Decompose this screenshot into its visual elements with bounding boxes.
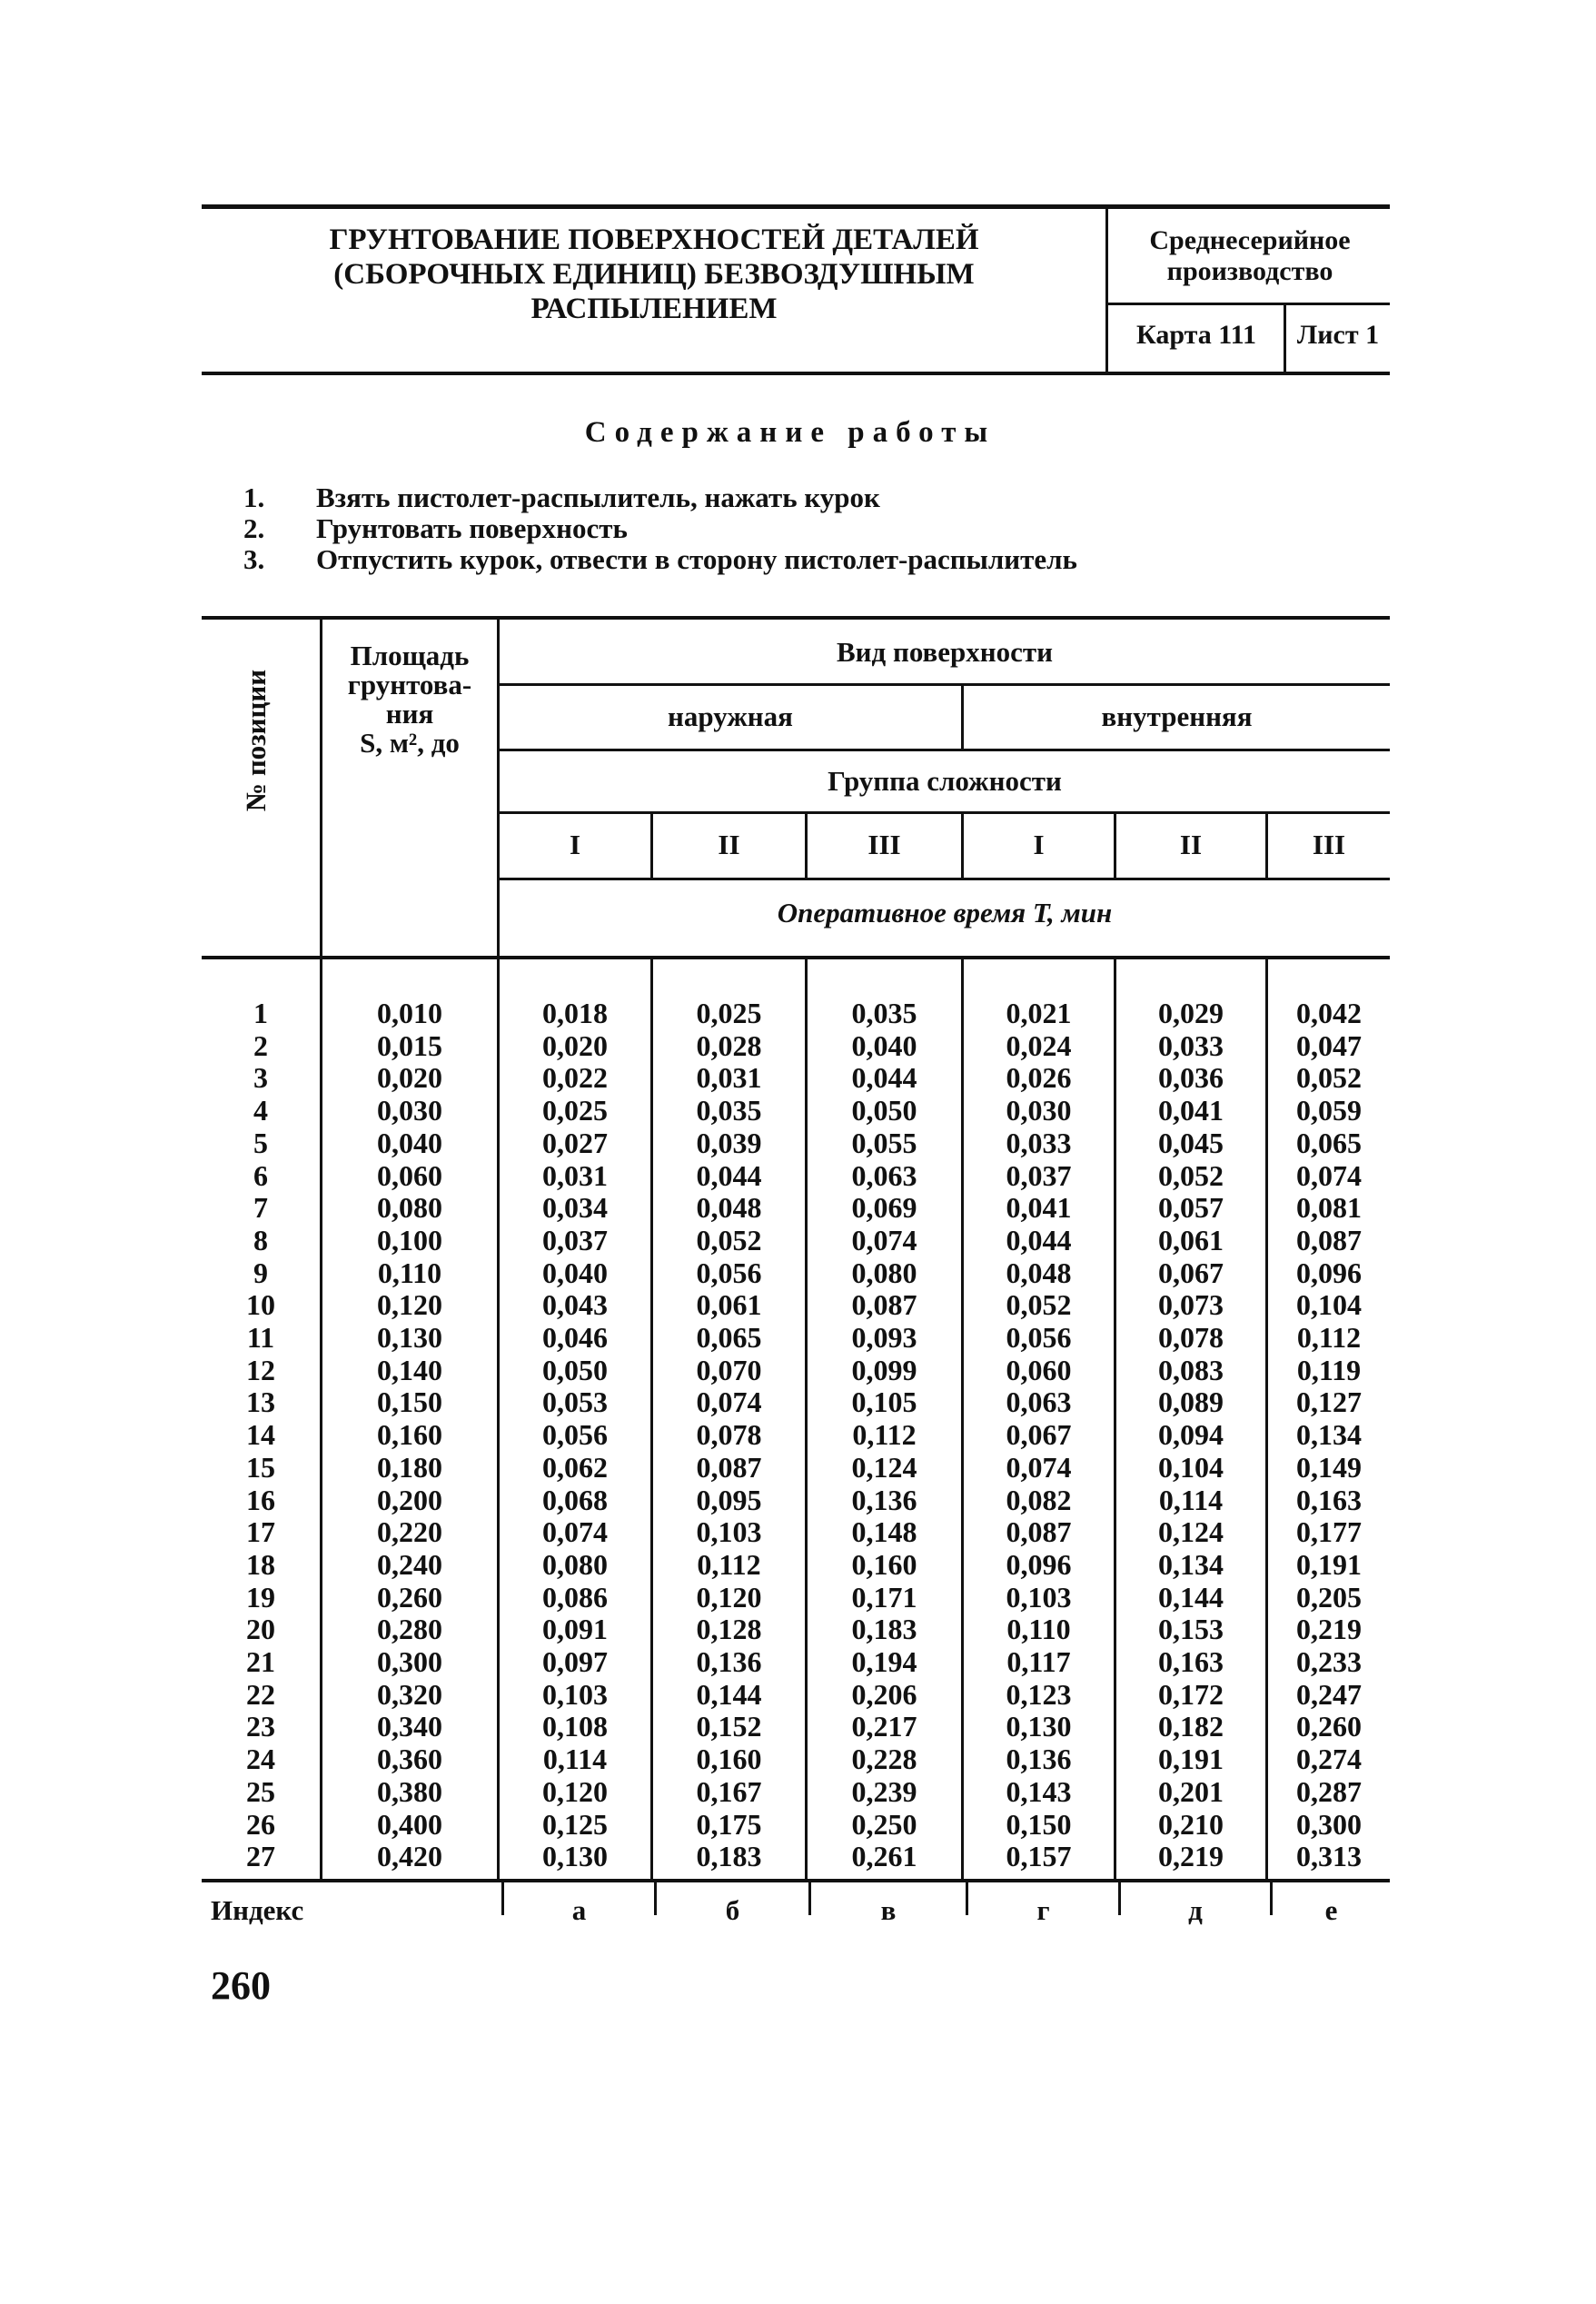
operative-time-header: Оперативное время T, мин	[777, 897, 1113, 929]
time-cell: 0,074	[851, 1223, 917, 1256]
position-cell: 4	[253, 1094, 268, 1127]
time-cell: 0,103	[542, 1677, 608, 1711]
time-cell: 0,175	[696, 1807, 762, 1841]
time-cell: 0,217	[851, 1710, 917, 1743]
time-cell: 0,128	[696, 1613, 762, 1646]
time-cell: 0,060	[1006, 1353, 1072, 1386]
time-cell: 0,194	[851, 1645, 917, 1679]
time-column-outer-1	[500, 998, 650, 1873]
time-cell: 0,247	[1296, 1677, 1362, 1711]
area-cell: 0,160	[377, 1418, 442, 1452]
time-cell: 0,041	[1006, 1191, 1072, 1225]
time-cell: 0,150	[1006, 1807, 1072, 1841]
time-cell: 0,062	[542, 1450, 608, 1484]
time-cell: 0,028	[696, 1028, 762, 1062]
area-cell: 0,260	[377, 1580, 442, 1614]
time-cell: 0,183	[851, 1613, 917, 1646]
time-cell: 0,074	[1296, 1158, 1362, 1192]
time-cell: 0,087	[1296, 1223, 1362, 1256]
position-cell: 23	[246, 1710, 275, 1743]
position-cell: 5	[253, 1126, 268, 1159]
time-cell: 0,136	[1006, 1743, 1072, 1776]
time-cell: 0,172	[1158, 1677, 1224, 1711]
time-cell: 0,261	[851, 1840, 917, 1873]
time-cell: 0,260	[1296, 1710, 1362, 1743]
time-cell: 0,027	[542, 1126, 608, 1159]
time-cell: 0,105	[851, 1385, 917, 1419]
time-cell: 0,191	[1296, 1547, 1362, 1581]
time-cell: 0,104	[1296, 1288, 1362, 1322]
time-cell: 0,274	[1296, 1743, 1362, 1776]
time-cell: 0,104	[1158, 1450, 1224, 1484]
area-cell: 0,340	[377, 1710, 442, 1743]
position-cell: 15	[246, 1450, 275, 1484]
rule-under-outer-inner	[500, 749, 1390, 751]
area-cell: 0,040	[377, 1126, 442, 1159]
position-cell: 2	[253, 1028, 268, 1062]
time-cell: 0,020	[542, 1028, 608, 1062]
time-cell: 0,219	[1158, 1840, 1224, 1873]
area-cell: 0,015	[377, 1028, 442, 1062]
time-cell: 0,087	[1006, 1515, 1072, 1549]
time-cell: 0,112	[1296, 1321, 1362, 1355]
position-cell: 11	[246, 1321, 275, 1355]
rule-under-groups	[500, 878, 1390, 880]
time-cell: 0,144	[1158, 1580, 1224, 1614]
production-type-line2: производство	[1166, 256, 1333, 286]
area-cell: 0,220	[377, 1515, 442, 1549]
time-cell: 0,148	[851, 1515, 917, 1549]
area-cell: 0,140	[377, 1353, 442, 1386]
time-cell: 0,110	[1006, 1613, 1071, 1646]
time-cell: 0,112	[697, 1547, 761, 1581]
time-cell: 0,130	[542, 1840, 608, 1873]
inner-surface-header: внутренняя	[1101, 700, 1253, 732]
position-cell: 9	[253, 1256, 268, 1289]
time-cell: 0,228	[851, 1743, 917, 1776]
time-cell: 0,117	[1006, 1645, 1071, 1679]
document-title-line2: (СБОРОЧНЫХ ЕДИНИЦ) БЕЗВОЗДУШНЫМ РАСПЫЛЕНИЕМ	[333, 258, 975, 325]
time-cell: 0,078	[696, 1418, 762, 1452]
time-cell: 0,033	[1158, 1028, 1224, 1062]
time-cell: 0,033	[1006, 1126, 1072, 1159]
time-cell: 0,035	[851, 997, 917, 1029]
area-column	[322, 998, 497, 1873]
time-cell: 0,026	[1006, 1061, 1072, 1095]
position-cell: 27	[246, 1840, 275, 1873]
time-cell: 0,065	[696, 1321, 762, 1355]
time-cell: 0,050	[542, 1353, 608, 1386]
area-header-line4: S, м², до	[360, 727, 460, 759]
time-cell: 0,123	[1006, 1677, 1072, 1711]
time-cell: 0,097	[542, 1645, 608, 1679]
time-cell: 0,025	[542, 1094, 608, 1127]
time-cell: 0,160	[851, 1547, 917, 1581]
area-header-line1: Площадь	[350, 640, 470, 671]
time-cell: 0,063	[851, 1158, 917, 1192]
header-divider-horizontal	[1107, 303, 1390, 305]
time-cell: 0,050	[851, 1094, 917, 1127]
time-cell: 0,052	[1296, 1061, 1362, 1095]
time-cell: 0,096	[1006, 1547, 1072, 1581]
group-inner-1: I	[1033, 829, 1045, 860]
time-cell: 0,087	[696, 1450, 762, 1484]
time-cell: 0,177	[1296, 1515, 1362, 1549]
position-cell: 19	[246, 1580, 275, 1614]
step-3-number: 3.	[243, 543, 265, 575]
time-cell: 0,078	[1158, 1321, 1224, 1355]
time-cell: 0,287	[1296, 1774, 1362, 1808]
time-column-inner-2	[1116, 998, 1265, 1873]
time-cell: 0,048	[696, 1191, 762, 1225]
area-cell: 0,200	[377, 1483, 442, 1516]
time-cell: 0,219	[1296, 1613, 1362, 1646]
position-column	[202, 998, 320, 1873]
step-2-text: Грунтовать поверхность	[316, 512, 628, 544]
time-column-outer-2	[653, 998, 805, 1873]
position-cell: 12	[246, 1353, 275, 1386]
time-cell: 0,031	[542, 1158, 608, 1192]
index-e: е	[1324, 1894, 1338, 1926]
time-cell: 0,099	[851, 1353, 917, 1386]
time-cell: 0,030	[1006, 1094, 1072, 1127]
position-cell: 21	[246, 1645, 275, 1679]
step-1-number: 1.	[243, 482, 265, 513]
time-cell: 0,233	[1296, 1645, 1362, 1679]
time-cell: 0,036	[1158, 1061, 1224, 1095]
area-cell: 0,180	[377, 1450, 442, 1484]
index-v: в	[880, 1894, 897, 1926]
time-cell: 0,089	[1158, 1385, 1224, 1419]
time-cell: 0,041	[1158, 1094, 1224, 1127]
time-cell: 0,096	[1296, 1256, 1362, 1289]
position-cell: 22	[246, 1677, 275, 1711]
time-cell: 0,167	[696, 1774, 762, 1808]
time-cell: 0,069	[851, 1191, 917, 1225]
table-body-bottom-rule	[202, 1879, 1390, 1882]
time-column-inner-1	[964, 998, 1114, 1873]
group-outer-3: III	[867, 829, 901, 860]
time-cell: 0,143	[1006, 1774, 1072, 1808]
time-cell: 0,067	[1006, 1418, 1072, 1452]
time-cell: 0,037	[1006, 1158, 1072, 1192]
time-cell: 0,053	[542, 1385, 608, 1419]
time-cell: 0,044	[696, 1158, 762, 1192]
time-cell: 0,087	[851, 1288, 917, 1322]
time-cell: 0,031	[696, 1061, 762, 1095]
time-cell: 0,313	[1296, 1840, 1362, 1873]
time-cell: 0,239	[851, 1774, 917, 1808]
time-cell: 0,201	[1158, 1774, 1224, 1808]
time-cell: 0,052	[1158, 1158, 1224, 1192]
time-cell: 0,065	[1296, 1126, 1362, 1159]
time-cell: 0,068	[542, 1483, 608, 1516]
time-cell: 0,086	[542, 1580, 608, 1614]
time-cell: 0,042	[1296, 997, 1362, 1029]
time-cell: 0,120	[542, 1774, 608, 1808]
time-cell: 0,157	[1006, 1840, 1072, 1873]
area-cell: 0,360	[377, 1743, 442, 1776]
index-b: б	[725, 1894, 740, 1926]
time-cell: 0,182	[1158, 1710, 1224, 1743]
time-cell: 0,125	[542, 1807, 608, 1841]
time-cell: 0,120	[696, 1580, 762, 1614]
time-cell: 0,029	[1158, 997, 1224, 1029]
position-cell: 10	[246, 1288, 275, 1322]
index-a: а	[571, 1894, 587, 1926]
position-cell: 6	[253, 1158, 268, 1192]
time-cell: 0,144	[696, 1677, 762, 1711]
time-cell: 0,046	[542, 1321, 608, 1355]
time-cell: 0,044	[851, 1061, 917, 1095]
sheet-number: Лист 1	[1296, 320, 1380, 350]
time-cell: 0,112	[852, 1418, 917, 1452]
document-title-line1: ГРУНТОВАНИЕ ПОВЕРХНОСТЕЙ ДЕТАЛЕЙ	[329, 223, 979, 256]
time-cell: 0,171	[851, 1580, 917, 1614]
time-cell: 0,052	[1006, 1288, 1072, 1322]
time-cell: 0,091	[542, 1613, 608, 1646]
time-cell: 0,160	[696, 1743, 762, 1776]
outer-surface-header: наружная	[668, 700, 793, 732]
time-column-outer-3	[808, 998, 961, 1873]
time-cell: 0,056	[1006, 1321, 1072, 1355]
time-cell: 0,103	[696, 1515, 762, 1549]
area-cell: 0,110	[377, 1256, 442, 1289]
time-cell: 0,094	[1158, 1418, 1224, 1452]
area-cell: 0,120	[377, 1288, 442, 1322]
area-cell: 0,100	[377, 1223, 442, 1256]
header-divider	[1105, 207, 1108, 373]
time-cell: 0,024	[1006, 1028, 1072, 1062]
time-cell: 0,300	[1296, 1807, 1362, 1841]
time-cell: 0,047	[1296, 1028, 1362, 1062]
time-cell: 0,040	[851, 1028, 917, 1062]
position-number-header: № позиции	[240, 669, 272, 812]
area-header	[322, 641, 497, 758]
position-cell: 1	[253, 997, 268, 1029]
area-cell: 0,150	[377, 1385, 442, 1419]
header-bottom-rule	[202, 372, 1390, 375]
time-cell: 0,045	[1158, 1126, 1224, 1159]
area-cell: 0,240	[377, 1547, 442, 1581]
document-title	[209, 223, 1099, 326]
time-cell: 0,130	[1006, 1710, 1072, 1743]
group-outer-2: II	[718, 829, 740, 860]
surface-type-header: Вид поверхности	[836, 636, 1053, 668]
time-cell: 0,114	[1158, 1483, 1224, 1516]
time-cell: 0,061	[696, 1288, 762, 1322]
area-header-line3: ния	[385, 698, 434, 730]
area-cell: 0,010	[377, 997, 442, 1029]
time-cell: 0,057	[1158, 1191, 1224, 1225]
time-cell: 0,070	[696, 1353, 762, 1386]
time-cell: 0,127	[1296, 1385, 1362, 1419]
position-cell: 25	[246, 1774, 275, 1808]
position-cell: 24	[246, 1743, 275, 1776]
time-cell: 0,039	[696, 1126, 762, 1159]
time-cell: 0,048	[1006, 1256, 1072, 1289]
time-cell: 0,080	[851, 1256, 917, 1289]
time-cell: 0,191	[1158, 1743, 1224, 1776]
time-cell: 0,080	[542, 1547, 608, 1581]
time-cell: 0,205	[1296, 1580, 1362, 1614]
time-cell: 0,095	[696, 1483, 762, 1516]
time-cell: 0,061	[1158, 1223, 1224, 1256]
time-cell: 0,183	[696, 1840, 762, 1873]
time-cell: 0,152	[696, 1710, 762, 1743]
time-cell: 0,163	[1158, 1645, 1224, 1679]
time-cell: 0,082	[1006, 1483, 1072, 1516]
area-cell: 0,300	[377, 1645, 442, 1679]
group-outer-1: I	[569, 829, 581, 860]
time-cell: 0,044	[1006, 1223, 1072, 1256]
time-cell: 0,108	[542, 1710, 608, 1743]
time-cell: 0,134	[1296, 1418, 1362, 1452]
area-cell: 0,060	[377, 1158, 442, 1192]
time-cell: 0,037	[542, 1223, 608, 1256]
time-cell: 0,067	[1158, 1256, 1224, 1289]
area-cell: 0,400	[377, 1807, 442, 1841]
index-d: д	[1188, 1894, 1203, 1926]
area-cell: 0,380	[377, 1774, 442, 1808]
time-cell: 0,035	[696, 1094, 762, 1127]
time-cell: 0,056	[696, 1256, 762, 1289]
time-cell: 0,073	[1158, 1288, 1224, 1322]
time-cell: 0,055	[851, 1126, 917, 1159]
time-cell: 0,210	[1158, 1807, 1224, 1841]
area-cell: 0,030	[377, 1094, 442, 1127]
time-cell: 0,018	[542, 997, 608, 1029]
position-cell: 18	[246, 1547, 275, 1581]
area-cell: 0,320	[377, 1677, 442, 1711]
area-cell: 0,280	[377, 1613, 442, 1646]
time-cell: 0,103	[1006, 1580, 1072, 1614]
step-1-text: Взять пистолет-распылитель, нажать курок	[316, 482, 880, 513]
card-number: Карта 111	[1136, 320, 1256, 350]
time-cell: 0,059	[1296, 1094, 1362, 1127]
position-cell: 20	[246, 1613, 275, 1646]
page-number: 260	[211, 1963, 271, 2008]
time-cell: 0,206	[851, 1677, 917, 1711]
time-cell: 0,114	[542, 1743, 608, 1776]
complexity-group-header: Группа сложности	[828, 765, 1062, 797]
time-cell: 0,074	[1006, 1450, 1072, 1484]
position-cell: 16	[246, 1483, 275, 1516]
step-3-text: Отпустить курок, отвести в сторону пистолет-распылитель	[316, 543, 1077, 575]
position-cell: 7	[253, 1191, 268, 1225]
position-cell: 26	[246, 1807, 275, 1841]
time-column-inner-3	[1268, 998, 1390, 1873]
table-top-rule	[202, 616, 1390, 620]
time-cell: 0,074	[542, 1515, 608, 1549]
time-cell: 0,119	[1296, 1353, 1362, 1386]
time-cell: 0,250	[851, 1807, 917, 1841]
work-content-title: Содержание работы	[584, 416, 996, 449]
production-type-line1: Среднесерийное	[1149, 225, 1351, 255]
time-cell: 0,093	[851, 1321, 917, 1355]
header-top-rule	[202, 204, 1390, 209]
position-cell: 17	[246, 1515, 275, 1549]
rule-under-complexity	[500, 811, 1390, 814]
production-type	[1110, 225, 1390, 287]
time-cell: 0,124	[851, 1450, 917, 1484]
area-cell: 0,020	[377, 1061, 442, 1095]
area-cell: 0,130	[377, 1321, 442, 1355]
position-cell: 3	[253, 1061, 268, 1095]
time-cell: 0,083	[1158, 1353, 1224, 1386]
time-cell: 0,056	[542, 1418, 608, 1452]
time-cell: 0,034	[542, 1191, 608, 1225]
time-cell: 0,136	[696, 1645, 762, 1679]
time-cell: 0,022	[542, 1061, 608, 1095]
time-cell: 0,063	[1006, 1385, 1072, 1419]
time-cell: 0,136	[851, 1483, 917, 1516]
time-cell: 0,043	[542, 1288, 608, 1322]
time-cell: 0,025	[696, 997, 762, 1029]
index-g: г	[1036, 1894, 1050, 1926]
time-cell: 0,163	[1296, 1483, 1362, 1516]
index-label: Индекс	[211, 1894, 304, 1926]
position-cell: 13	[246, 1385, 275, 1419]
table-header-bottom-rule	[202, 956, 1390, 959]
position-cell: 14	[246, 1418, 275, 1452]
time-cell: 0,124	[1158, 1515, 1224, 1549]
time-cell: 0,040	[542, 1256, 608, 1289]
step-2-number: 2.	[243, 512, 265, 544]
time-cell: 0,149	[1296, 1450, 1362, 1484]
time-cell: 0,081	[1296, 1191, 1362, 1225]
position-cell: 8	[253, 1223, 268, 1256]
time-cell: 0,021	[1006, 997, 1072, 1029]
area-cell: 0,080	[377, 1191, 442, 1225]
time-cell: 0,074	[696, 1385, 762, 1419]
group-inner-3: III	[1312, 829, 1346, 860]
area-cell: 0,420	[377, 1840, 442, 1873]
area-header-line2: грунтова-	[347, 669, 472, 700]
time-cell: 0,134	[1158, 1547, 1224, 1581]
group-inner-2: II	[1179, 829, 1203, 860]
rule-under-surface-type	[500, 683, 1390, 686]
time-cell: 0,153	[1158, 1613, 1224, 1646]
time-cell: 0,052	[696, 1223, 762, 1256]
